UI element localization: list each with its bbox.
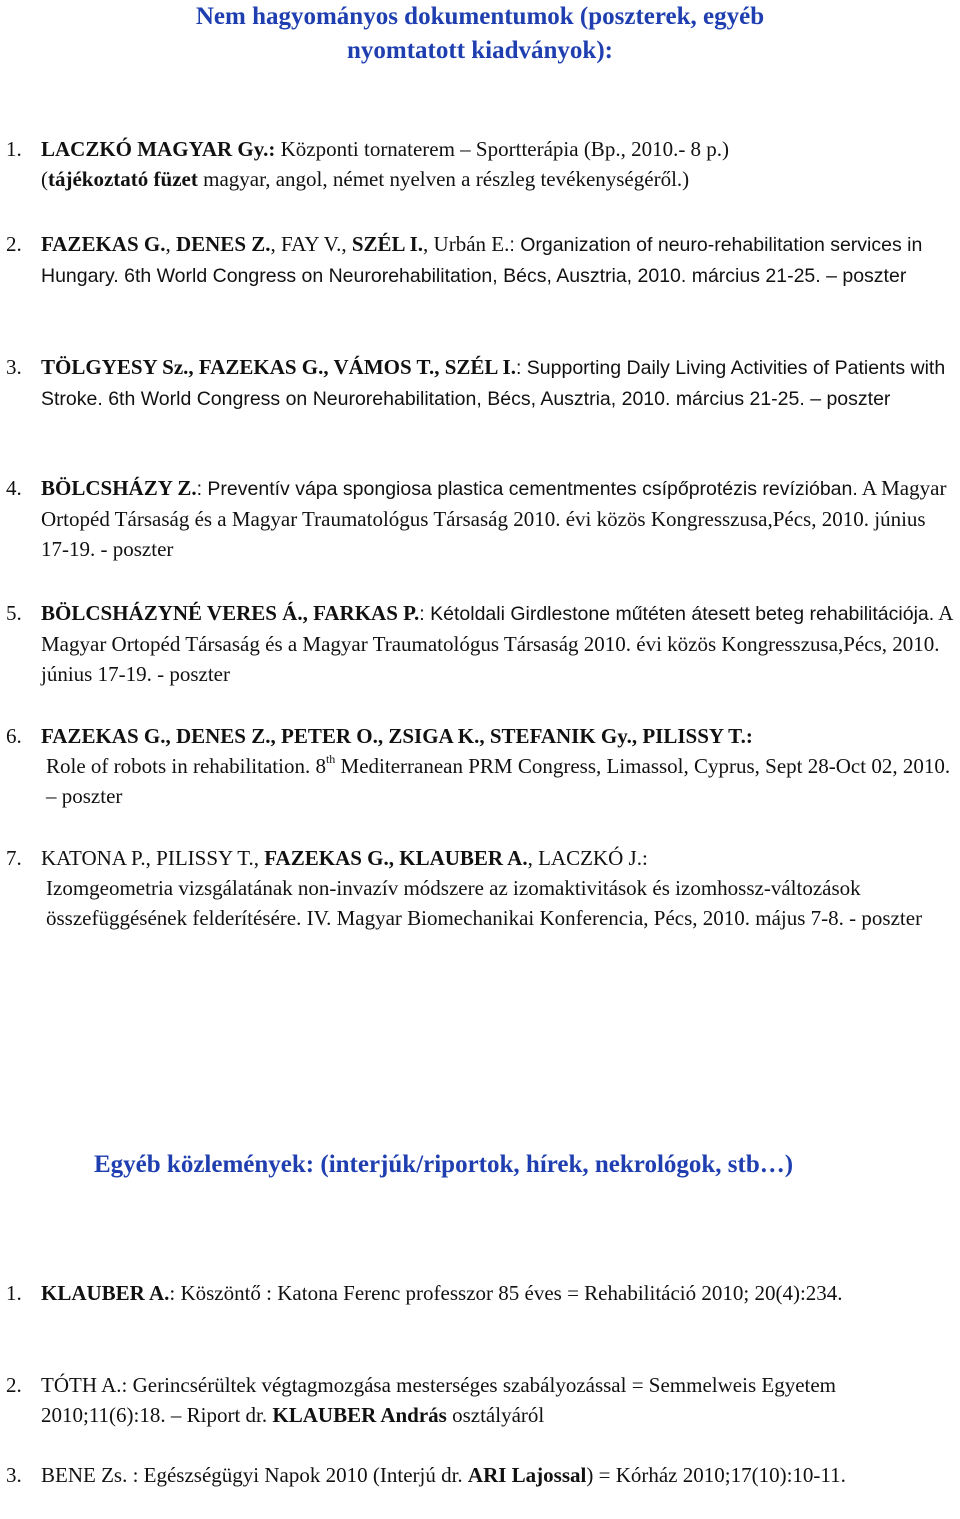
item-text bbox=[41, 352, 956, 414]
item-number: 5. bbox=[6, 601, 22, 625]
item-authors: TÖLGYESY Sz., FAZEKAS G., VÁMOS T., SZÉL I. bbox=[41, 355, 516, 379]
item-text bbox=[41, 843, 956, 933]
item-event: 6th World Congress on Neurorehabilitation, Bécs, Ausztria, 2010. március 21-25. – poszter bbox=[118, 265, 907, 287]
item-event: A Magyar Ortopéd Társaság és a Magyar Traumatológus Társaság 2010. évi közös Kongresszusa,Pécs, 2010. június 17-19. - poszter bbox=[41, 476, 947, 561]
section-title-line: nyomtatott kiadványok): bbox=[347, 37, 613, 64]
item-author: DENES Z. bbox=[175, 232, 271, 256]
item-text: FAZEKAS G., DENES Z., PETER O., ZSIGA K., STEFANIK Gy., PILISSY T.: Role of robots in rehabilitation. 8th Mediterranean PRM Congress, Limassol, Cyprus, Sept 28-Oct 02, 2010. – poszter bbox=[46, 721, 956, 811]
item-number: 3. bbox=[6, 1463, 22, 1487]
item-text: FAZEKAS G., DENES Z., FAY V., SZÉL I., Urbán E.: Organization of neuro-rehabilitation services in Hungary. 6th World Congress on Neurorehabilitation, Bécs, Ausztria, 2010. március 21-25. – poszter bbox=[41, 232, 923, 287]
item-bold-name: KLAUBER András bbox=[272, 1403, 447, 1427]
item-number: 7. bbox=[6, 846, 22, 870]
section-title-other-publications: Egyéb közlemények: (interjúk/riportok, hírek, nekrológok, stb…) bbox=[94, 1151, 794, 1178]
item-text: LACZKÓ MAGYAR Gy.: Központi tornaterem – Sportterápia (Bp., 2010.- 8 p.) (tájékoztató füzet magyar, angol, német nyelven a részleg tevékenységéről.) bbox=[41, 137, 730, 191]
item-number: 1. bbox=[6, 137, 22, 161]
section-title-nontraditional-documents bbox=[0, 0, 960, 68]
item-author: BENE Zs. bbox=[41, 1463, 128, 1487]
item-bold-name: ARI Lajossal bbox=[467, 1463, 587, 1487]
item-text bbox=[41, 473, 956, 564]
item-event: 6th World Congress on Neurorehabilitation, Bécs, Ausztria, 2010. március 21-25. – poszter bbox=[102, 388, 891, 410]
section-title-line: Nem hagyományos dokumentumok (poszterek, egyéb bbox=[195, 3, 765, 30]
item-author: FAZEKAS G. bbox=[41, 232, 166, 256]
item-event: A Magyar Ortopéd Társaság és a Magyar Traumatológus Társaság 2010. évi közös Kongresszusa,Pécs, 2010. június 17-19. - poszter bbox=[41, 601, 953, 686]
item-authors: BÖLCSHÁZYNÉ VERES Á., FARKAS P. bbox=[41, 601, 420, 625]
item-title: : Preventív vápa spongiosa plastica cementmentes csípőprotézis revízióban. bbox=[196, 478, 858, 500]
item-body: Izomgeometria vizsgálatának non-invazív módszere az izomaktivitások és izomhossz-változások összefüggésének felderítésére. IV. Magyar Biomechanikai Konferencia, Pécs, 2010. május 7-8. - poszter bbox=[46, 876, 923, 930]
item-author: SZÉL I. bbox=[351, 232, 424, 256]
item-title: : Kétoldali Girdlestone műtéten átesett beteg rehabilitációja. bbox=[419, 603, 935, 625]
item-number: 1. bbox=[6, 1281, 22, 1305]
item-bold-phrase: tájékoztató füzet bbox=[48, 167, 198, 191]
item-number: 3. bbox=[6, 355, 22, 379]
item-text: BENE Zs. : Egészségügyi Napok 2010 (Interjú dr. ARI Lajossal) = Kórház 2010;17(10):10-11. bbox=[41, 1463, 846, 1487]
item-number: 6. bbox=[6, 724, 22, 748]
item-text bbox=[41, 598, 956, 689]
item-text: TÓTH A.: Gerincsérültek végtagmozgása mesterséges szabályozással = Semmelweis Egyetem 2010;11(6):18. – Riport dr. KLAUBER András osztályáról bbox=[41, 1373, 837, 1427]
item-authors: KATONA P., PILISSY T., FAZEKAS G., KLAUBER A., LACZKÓ J.: bbox=[41, 846, 648, 870]
item-text: KLAUBER A.: Köszöntő : Katona Ferenc professzor 85 éves = Rehabilitáció 2010; 20(4):234. bbox=[41, 1281, 843, 1305]
item-title: : Supporting Daily Living Activities of Patients with Stroke. bbox=[41, 357, 946, 410]
item-title: : Organization of neuro-rehabilitation services in Hungary. bbox=[41, 234, 923, 287]
item-author: TÓTH A. bbox=[41, 1373, 122, 1397]
item-authors: FAZEKAS G., DENES Z., PETER O., ZSIGA K., STEFANIK Gy., PILISSY T.: bbox=[41, 724, 753, 748]
item-author: KLAUBER A. bbox=[41, 1281, 170, 1305]
item-authors: LACZKÓ MAGYAR Gy.: bbox=[41, 137, 276, 161]
item-number: 2. bbox=[6, 1373, 22, 1397]
item-number: 2. bbox=[6, 232, 22, 256]
item-authors: BÖLCSHÁZY Z. bbox=[41, 476, 197, 500]
item-number: 4. bbox=[6, 476, 22, 500]
